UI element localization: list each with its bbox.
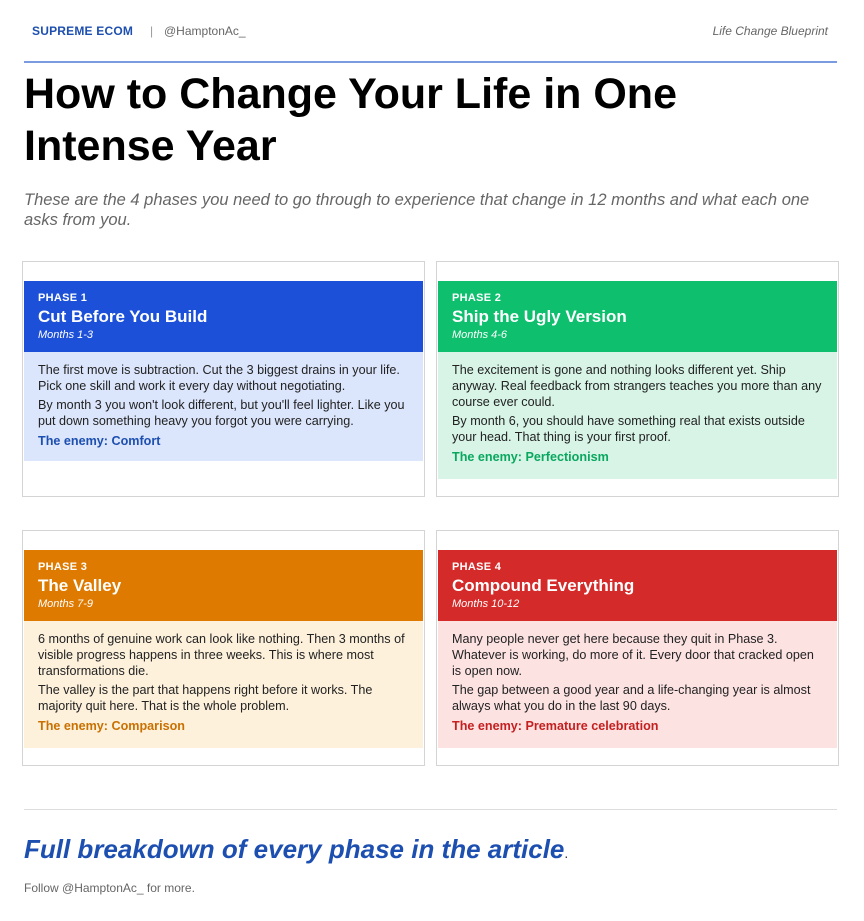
phase-card-2 [436, 261, 839, 497]
article-link-period: . [564, 845, 569, 861]
top-bar [32, 24, 828, 40]
phase-paragraph: Many people never get here because they quit in Phase 3. Whatever is working, do more of it. Every door that cracked open is open now. [452, 632, 814, 678]
phase-paragraph: By month 6, you should have something real that exists outside your head. That thing is your first proof. [452, 414, 805, 444]
author-handle[interactable]: @HamptonAc_ [164, 24, 246, 38]
phase-months: Months 10-12 [452, 598, 520, 610]
phase-card-3 [22, 530, 425, 766]
phase-paragraph: The first move is subtraction. Cut the 3 biggest drains in your life. Pick one skill and work it every day without negotiating. [38, 363, 400, 393]
phase-title: Compound Everything [452, 576, 635, 595]
phase-months: Months 1-3 [38, 329, 94, 341]
phase-header [438, 281, 837, 352]
phase-enemy: The enemy: Comparison [38, 719, 185, 733]
phase-title: Cut Before You Build [38, 307, 208, 326]
phase-header [24, 281, 423, 352]
phase-enemy: The enemy: Perfectionism [452, 450, 609, 464]
phase-card-1 [22, 261, 425, 497]
phase-title: The Valley [38, 576, 122, 595]
footer-follow-text: Follow @HamptonAc_ for more. [24, 881, 195, 895]
phase-tag: PHASE 2 [452, 292, 502, 304]
phase-enemy: The enemy: Comfort [38, 434, 161, 448]
header-separator: | [150, 24, 154, 38]
document-label: Life Change Blueprint [712, 24, 828, 38]
phase-header [24, 550, 423, 621]
phase-body [438, 352, 837, 479]
phase-paragraph: By month 3 you won't look different, but you'll feel lighter. Like you put down something heavy you forgot you were carrying. [38, 398, 405, 428]
phase-paragraph: The gap between a good year and a life-changing year is almost always what you do in the last 90 days. [452, 683, 811, 713]
article-link-text[interactable]: Full breakdown of every phase in the article [24, 834, 565, 864]
phase-months: Months 4-6 [452, 329, 508, 341]
phase-body [24, 352, 423, 461]
phase-enemy: The enemy: Premature celebration [452, 719, 659, 733]
brand-name: SUPREME ECOM [32, 24, 134, 38]
page-subtitle: These are the 4 phases you need to go through to experience that change in 12 months and what each one asks from you. [24, 191, 810, 229]
phase-tag: PHASE 4 [452, 561, 502, 573]
phase-body [438, 621, 837, 748]
article-link[interactable] [24, 834, 568, 865]
phase-card-4 [436, 530, 839, 766]
footer-divider [24, 809, 837, 810]
phase-months: Months 7-9 [38, 598, 94, 610]
phase-paragraph: The valley is the part that happens right before it works. The majority quit here. That is the whole problem. [38, 683, 373, 713]
phase-body [24, 621, 423, 748]
phase-paragraph: The excitement is gone and nothing looks different yet. Ship anyway. Real feedback from strangers teaches you more than any course ever could. [452, 363, 822, 409]
page-title: How to Change Your Life in One Intense Year [24, 70, 677, 170]
phase-title: Ship the Ugly Version [452, 307, 627, 326]
phase-tag: PHASE 1 [38, 292, 88, 304]
phase-tag: PHASE 3 [38, 561, 88, 573]
phase-paragraph: 6 months of genuine work can look like nothing. Then 3 months of visible progress happens in three weeks. This is where most transformations die. [38, 632, 405, 678]
phase-header [438, 550, 837, 621]
header-divider [24, 61, 837, 63]
